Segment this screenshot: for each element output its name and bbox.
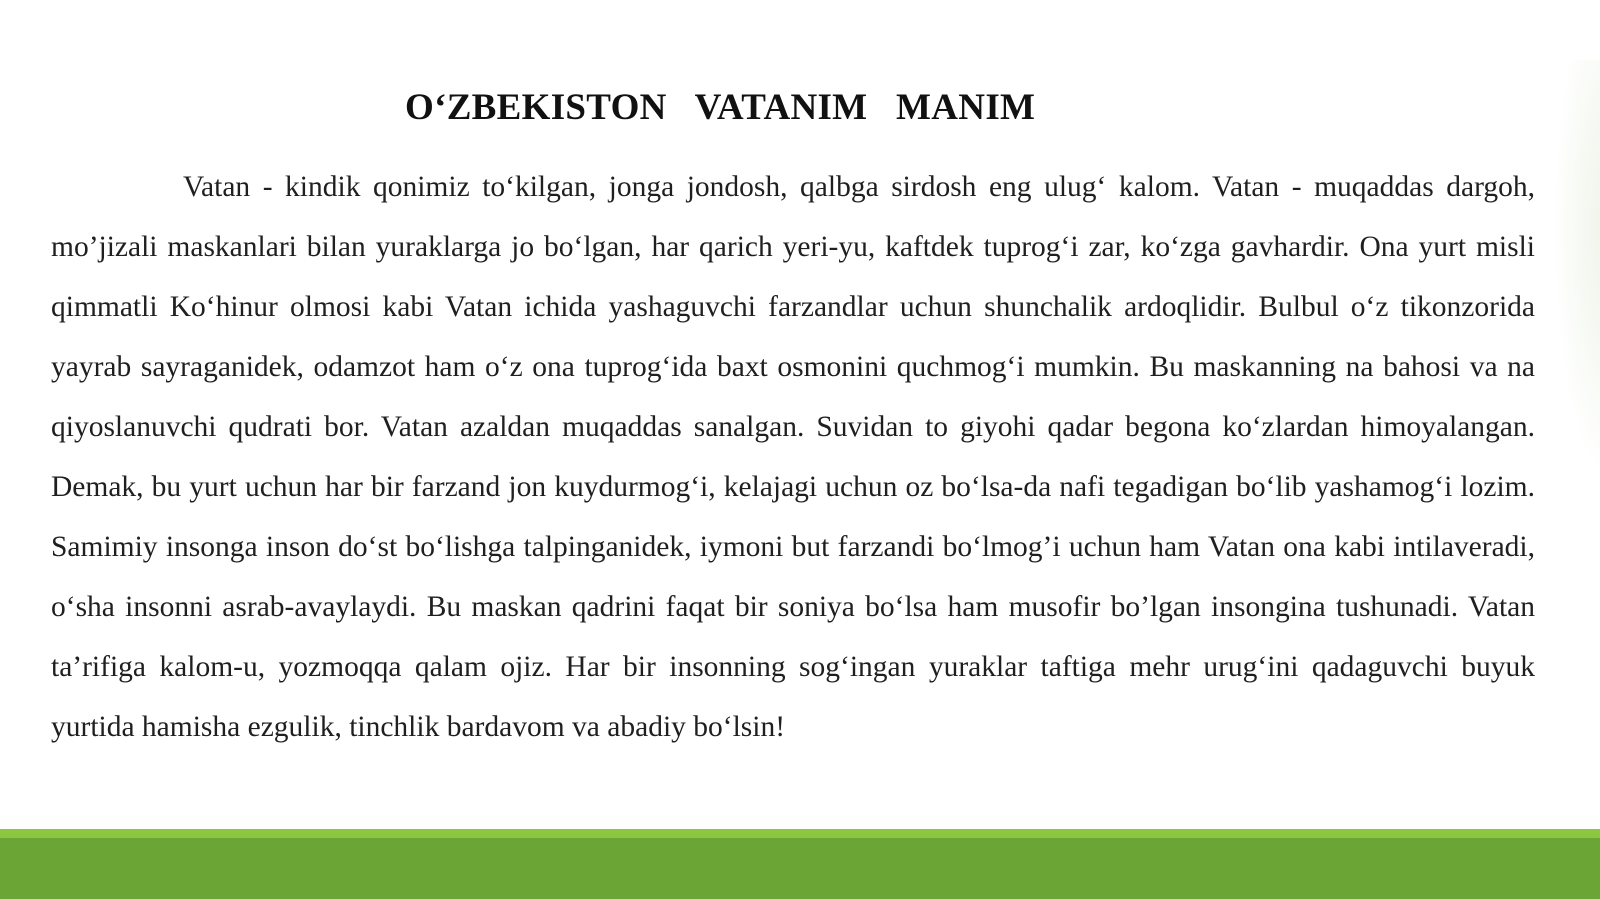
slide-title: O‘ZBEKISTON VATANIM MANIM — [405, 87, 1036, 128]
body-paragraph: Vatan - kindik qonimiz to‘kilgan, jonga jondosh, qalbga sirdosh eng ulug‘ kalom. Vatan - muqaddas dargoh, mo’jizali maskanlari bilan yuraklarga jo bo‘lgan, har qarich yeri-yu, kaftdek tuprog‘i zar, ko‘zga gavhardir. Ona yurt misli qimmatli Ko‘hinur olmosi kabi Vatan ichida yashaguvchi farzandlar uchun shunchalik ardoqlidir. Bulbul o‘z tikonzorida yayrab sayraganidek, odamzot ham o‘z ona tuprog‘ida baxt osmonini quchmog‘i mumkin. Bu maskanning na bahosi va na qiyoslanuvchi qudrati bor. Vatan azaldan muqaddas sanalgan. Suvidan to giyohi qadar begona ko‘zlardan himoyalangan. Demak, bu yurt uchun har bir farzand jon kuydurmog‘i, kelajagi uchun oz bo‘lsa-da nafi tegadigan bo‘lib yashamog‘i lozim. Samimiy insonga inson do‘st bo‘lishga talpinganidek, iymoni but farzandi bo‘lmog’i uchun ham Vatan ona kabi intilaveradi, o‘sha insonni asrab-avaylaydi. Bu maskan qadrini faqat bir soniya bo‘lsa ham musofir bo’lgan insongina tushunadi. Vatan ta’rifiga kalom-u, yozmoqqa qalam ojiz. Har bir insonning sog‘ingan yuraklar taftiga mehr urug‘ini qadaguvchi buyuk yurtida hamisha ezgulik, tinchlik bardavom va abadiy bo‘lsin! — [51, 171, 1535, 743]
footer-band-highlight — [0, 829, 1600, 838]
footer-band — [0, 829, 1600, 899]
